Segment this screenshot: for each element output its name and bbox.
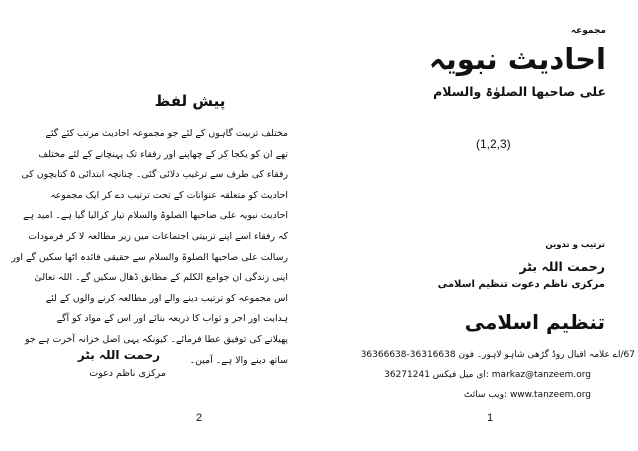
foreword-line: احادیث نبویہ علی صاحبھا الصلوۃ والسلام تیار کرالیا گیا ہے۔ امید ہے xyxy=(23,210,288,222)
volume-parts: (1,2,3) xyxy=(476,137,511,151)
email-fax-line: markaz@tanzeem.org :ای میل فیکس 36271241 xyxy=(384,370,591,380)
page-number-right: 1 xyxy=(487,412,494,424)
foreword-line: کہ رفقاء اسے اپنے تربیتی اجتماعات میں زیر مطالعہ لا کر فرمودات xyxy=(28,230,288,242)
address-line: 67/اے علامہ اقبال روڈ گڑھی شاہو لاہور۔ فون 36316638-36366638 xyxy=(360,350,635,360)
page-number-left: 2 xyxy=(196,412,203,424)
book-kicker: مجموعہ xyxy=(570,26,606,36)
book-subtitle: علی صاحبھا الصلوٰۃ والسلام xyxy=(433,84,606,99)
author-role: مرکزی ناظم دعوت تنظیم اسلامی xyxy=(437,279,605,290)
organization-name: تنظیم اسلامی xyxy=(464,310,605,334)
foreword-body xyxy=(11,124,288,371)
foreword-line: ساتھ دینے والا ہے۔ آمین۔ xyxy=(189,354,288,366)
signature-name: رحمت اللہ بٹر xyxy=(77,348,160,362)
compiler-label: ترتیب و تدوین xyxy=(545,240,605,250)
book-title: احادیث نبویہ xyxy=(428,42,606,76)
foreword-line: رفقاء کی طرف سے ترغیب دلائی گئی۔ چنانچہ ابتدائی ۵ کتابچوں کی xyxy=(21,169,288,181)
author-name: رحمت اللہ بٹر xyxy=(519,259,605,274)
foreword-line: اپنی زندگی ان جوامع الکلم کے مطابق ڈھال سکیں گے۔ اللہ تعالیٰ xyxy=(34,272,288,284)
right-page xyxy=(319,0,638,451)
foreword-line: اس مجموعہ کو ترتیب دینے والے اور مطالعہ کرنے والوں کے لئے xyxy=(45,292,288,304)
signature-role: مرکزی ناظم دعوت xyxy=(89,368,166,379)
foreword-line: احادیث کو متعلقہ عنوانات کے تحت ترتیب دے کر ایک مجموعہ xyxy=(50,189,288,201)
foreword-title: پیش لفظ xyxy=(154,92,226,110)
foreword-line: پھیلانے کی توفیق عطا فرمائے۔ کیونکہ یہی اصل خزانہ آخرت ہے جو xyxy=(24,333,288,345)
website-line: www.tanzeem.org :ویب سائٹ xyxy=(463,390,591,400)
foreword-line: تھے ان کو یکجا کر کے چھاپنے اور رفقاء تک پہنچانے کے لئے مختلف xyxy=(38,148,288,160)
foreword-line: رسالت علی صاحبھا الصلوۃ والسلام سے حقیقی فائدہ اٹھا سکیں گے اور xyxy=(11,251,288,263)
foreword-line: مختلف تربیت گاہوں کے لئے جو مجموعہ احادیث مرتب کئے گئے xyxy=(45,128,288,139)
foreword-line: ہدایت اور اجر و ثواب کا ذریعہ بنائے اور اس کے مواد کو آگے xyxy=(56,313,288,325)
